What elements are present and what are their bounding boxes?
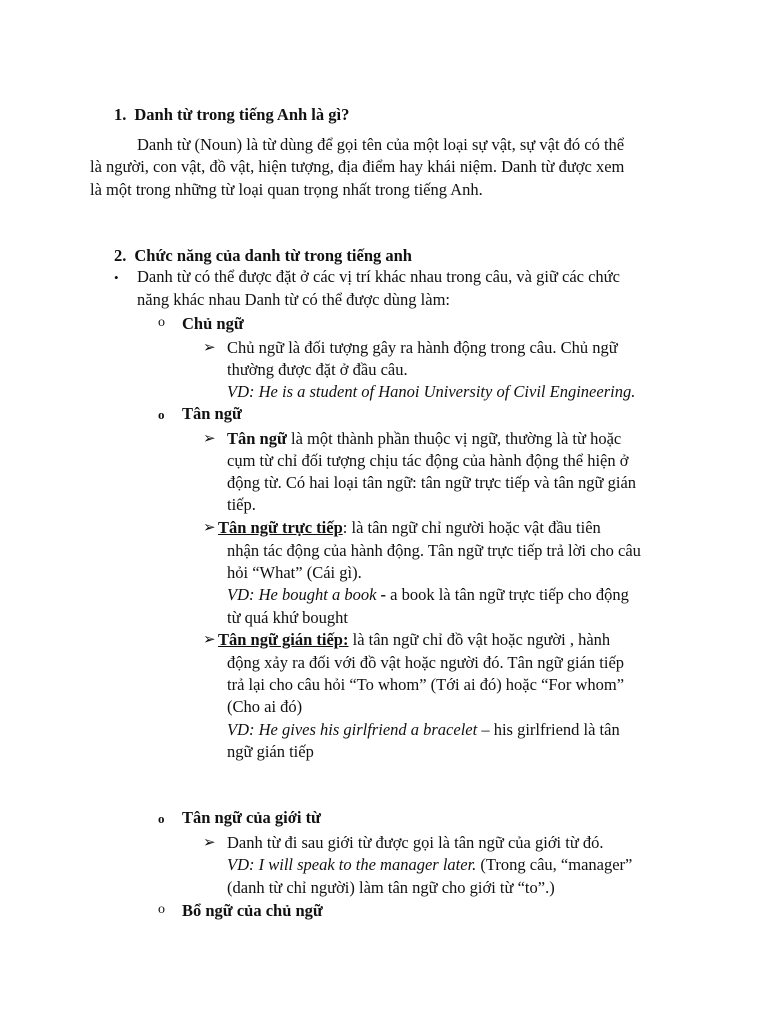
tan-ngu-def-text: là một thành phần thuộc vị ngữ, thường là từ hoặc bbox=[286, 429, 622, 448]
arrow-marker: ➢ bbox=[203, 632, 216, 648]
tan-ngu-gioi-tu-example-italic: VD: I will speak to the manager later. bbox=[227, 855, 477, 874]
section-1-para-line-2: là người, con vật, đồ vật, hiện tượng, địa điểm hay khái niệm. Danh từ được xem bbox=[90, 157, 625, 176]
direct-object-line-2: nhận tác động của hành động. Tân ngữ trực tiếp trả lời cho câu bbox=[227, 541, 641, 560]
bullet-marker: • bbox=[114, 270, 119, 285]
direct-object-text: là tân ngữ chỉ người hoặc vật đầu tiên bbox=[347, 518, 601, 537]
circle-marker: o bbox=[158, 315, 165, 330]
tan-ngu-def-line-1 bbox=[227, 428, 621, 450]
circle-marker: o bbox=[158, 902, 165, 917]
indirect-object-line-3: trả lại cho câu hỏi “To whom” (Tới ai đó) hoặc “For whom” bbox=[227, 675, 625, 694]
direct-object-line-1 bbox=[218, 517, 601, 539]
tan-ngu-gioi-tu-example-rest: (Trong câu, “manager” bbox=[476, 855, 633, 874]
chu-ngu-line-2: thường được đặt ở đầu câu. bbox=[227, 360, 408, 379]
direct-object-example-rest: a book là tân ngữ trực tiếp cho động bbox=[390, 585, 629, 604]
section-2-number: 2. bbox=[114, 246, 127, 265]
section-1-number: 1. bbox=[114, 105, 127, 124]
tan-ngu-gioi-tu-example bbox=[227, 854, 632, 876]
indirect-object-example-italic: VD: He gives his girlfriend a bracelet bbox=[227, 720, 478, 739]
section-2-title: Chức năng của danh từ trong tiếng anh bbox=[134, 246, 412, 265]
tan-ngu-def-line-4: tiếp. bbox=[227, 495, 256, 514]
tan-ngu-label: Tân ngữ bbox=[182, 404, 242, 423]
arrow-marker: ➢ bbox=[203, 835, 216, 851]
section-1-para-line-1: Danh từ (Noun) là từ dùng để gọi tên của một loại sự vật, sự vật đó có thể bbox=[137, 135, 625, 154]
indirect-object-example-rest: – his girlfriend là tân bbox=[477, 720, 620, 739]
section-1-heading bbox=[114, 104, 349, 126]
tan-ngu-term: Tân ngữ bbox=[227, 429, 287, 448]
chu-ngu-example: VD: He is a student of Hanoi University of Civil Engineering. bbox=[227, 382, 636, 401]
indirect-object-text: là tân ngữ chỉ đồ vật hoặc người , hành bbox=[348, 630, 611, 649]
direct-object-example-italic: VD: He bought a book bbox=[227, 585, 377, 604]
tan-ngu-def-line-2: cụm từ chỉ đối tượng chịu tác động của hành động thể hiện ở bbox=[227, 451, 629, 470]
bo-ngu-label: Bổ ngữ của chủ ngữ bbox=[182, 901, 323, 920]
indirect-object-example-line-2: ngữ gián tiếp bbox=[227, 742, 314, 761]
arrow-marker: ➢ bbox=[203, 431, 216, 447]
indirect-object-line-4: (Cho ai đó) bbox=[227, 697, 303, 716]
tan-ngu-gioi-tu-example-line-2: (danh từ chỉ người) làm tân ngữ cho giới từ “to”.) bbox=[227, 878, 555, 897]
indirect-object-line-2: động xảy ra đối với đồ vật hoặc người đó. Tân ngữ gián tiếp bbox=[227, 653, 625, 672]
section-2-bullet-line-2: năng khác nhau Danh từ có thể được dùng làm: bbox=[137, 290, 450, 309]
direct-object-line-3: hỏi “What” (Cái gì). bbox=[227, 563, 362, 582]
direct-object-example-line-2: từ quá khứ bought bbox=[227, 608, 349, 627]
circle-marker: o bbox=[158, 407, 165, 422]
direct-object-term: Tân ngữ trực tiếp bbox=[218, 518, 343, 537]
arrow-marker: ➢ bbox=[203, 340, 216, 356]
tan-ngu-gioi-tu-line-1: Danh từ đi sau giới từ được gọi là tân ngữ của giới từ đó. bbox=[227, 833, 604, 852]
circle-marker: o bbox=[158, 811, 165, 826]
section-1-title: Danh từ trong tiếng Anh là gì? bbox=[134, 105, 350, 124]
indirect-object-example bbox=[227, 719, 620, 741]
arrow-marker: ➢ bbox=[203, 520, 216, 536]
indirect-object-line-1 bbox=[218, 629, 610, 651]
direct-object-example bbox=[227, 584, 629, 606]
direct-object-example-dash: - bbox=[376, 585, 391, 604]
section-2-bullet-line-1: Danh từ có thể được đặt ở các vị trí khác nhau trong câu, và giữ các chức bbox=[137, 267, 620, 286]
tan-ngu-def-line-3: động từ. Có hai loại tân ngữ: tân ngữ trực tiếp và tân ngữ gián bbox=[227, 473, 637, 492]
section-1-para-line-3: là một trong những từ loại quan trọng nhất trong tiếng Anh. bbox=[90, 180, 483, 199]
indirect-object-term: Tân ngữ gián tiếp: bbox=[218, 630, 349, 649]
direct-object-colon: : bbox=[342, 518, 348, 537]
chu-ngu-line-1: Chủ ngữ là đối tượng gây ra hành động trong câu. Chủ ngữ bbox=[227, 338, 618, 357]
chu-ngu-label: Chủ ngữ bbox=[182, 314, 244, 333]
tan-ngu-gioi-tu-label: Tân ngữ của giới từ bbox=[182, 808, 321, 827]
section-2-heading bbox=[114, 245, 412, 267]
